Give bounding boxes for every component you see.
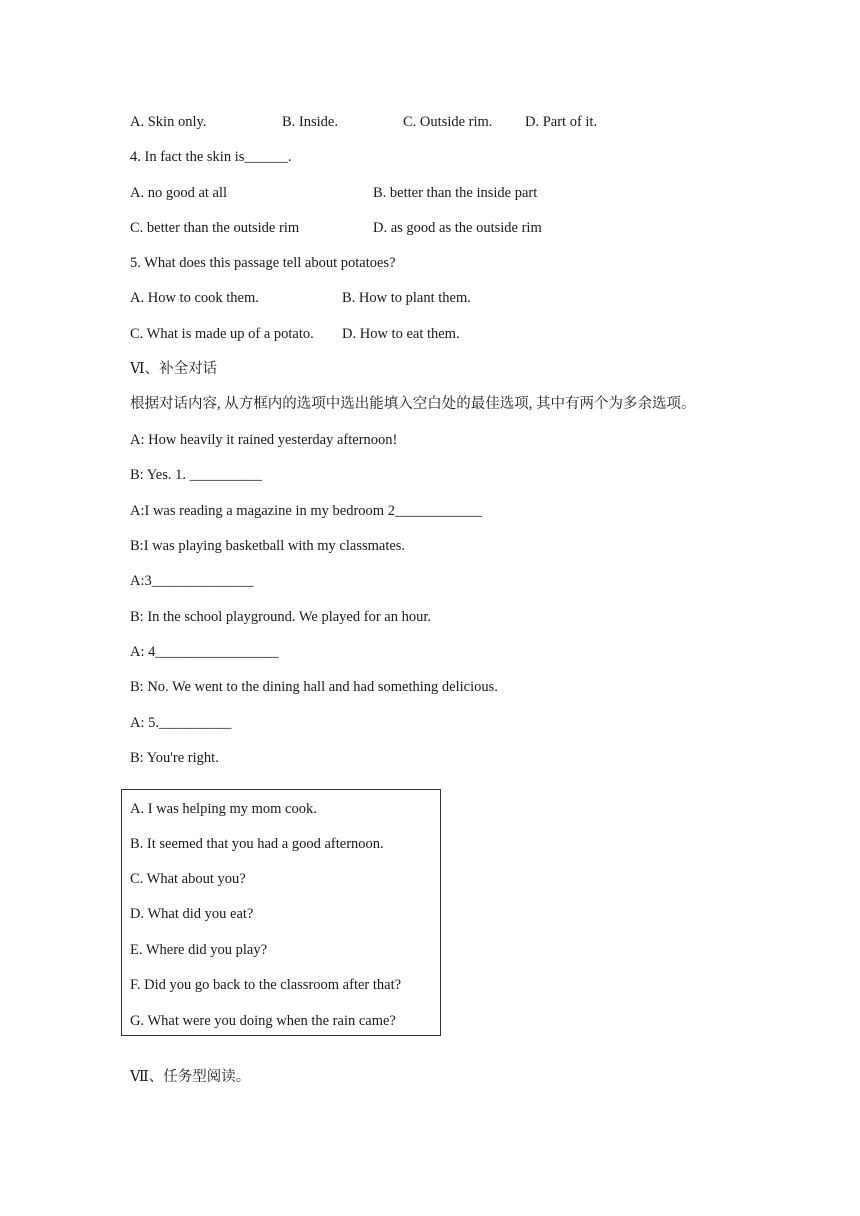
dialogue-line: A:3______________: [130, 573, 254, 589]
dialogue-line: B: You're right.: [130, 750, 219, 766]
q3-option-a: A. Skin only.: [130, 114, 207, 130]
options-box: [121, 789, 441, 1036]
section6-instruction: 根据对话内容, 从方框内的选项中选出能填入空白处的最佳选项, 其中有两个为多余选项。: [130, 396, 696, 412]
box-option: D. What did you eat?: [130, 906, 254, 922]
dialogue-line: A:I was reading a magazine in my bedroom 2____________: [130, 503, 482, 519]
dialogue-line: B: In the school playground. We played for an hour.: [130, 609, 431, 625]
q3-option-b: B. Inside.: [282, 114, 338, 130]
q4-stem: 4. In fact the skin is______.: [130, 149, 292, 165]
q5-option-c: C. What is made up of a potato.: [130, 326, 314, 342]
q4-option-c: C. better than the outside rim: [130, 220, 300, 236]
box-option: E. Where did you play?: [130, 942, 268, 958]
q5-option-b: B. How to plant them.: [342, 290, 471, 306]
q5-stem: 5. What does this passage tell about potatoes?: [130, 255, 396, 271]
box-option: G. What were you doing when the rain came?: [130, 1013, 396, 1029]
dialogue-line: A: How heavily it rained yesterday afternoon!: [130, 432, 398, 448]
dialogue-line: B: Yes. 1. __________: [130, 467, 263, 483]
q4-option-a: A. no good at all: [130, 185, 228, 201]
q4-option-d: D. as good as the outside rim: [373, 220, 542, 236]
dialogue-line: A: 4_________________: [130, 644, 279, 660]
q5-option-d: D. How to eat them.: [342, 326, 460, 342]
q5-option-a: A. How to cook them.: [130, 290, 259, 306]
dialogue-line: B: No. We went to the dining hall and had something delicious.: [130, 679, 498, 695]
box-option: B. It seemed that you had a good afternoon.: [130, 836, 384, 852]
dialogue-line: B:I was playing basketball with my classmates.: [130, 538, 406, 554]
box-option: C. What about you?: [130, 871, 246, 887]
dialogue-line: A: 5.__________: [130, 715, 232, 731]
box-option: A. I was helping my mom cook.: [130, 801, 317, 817]
q3-option-c: C. Outside rim.: [403, 114, 493, 130]
q4-option-b: B. better than the inside part: [373, 185, 538, 201]
box-option: F. Did you go back to the classroom after that?: [130, 977, 402, 993]
q3-option-d: D. Part of it.: [525, 114, 598, 130]
section7-title: Ⅶ、任务型阅读。: [130, 1069, 251, 1085]
section6-title: Ⅵ、补全对话: [130, 361, 218, 377]
